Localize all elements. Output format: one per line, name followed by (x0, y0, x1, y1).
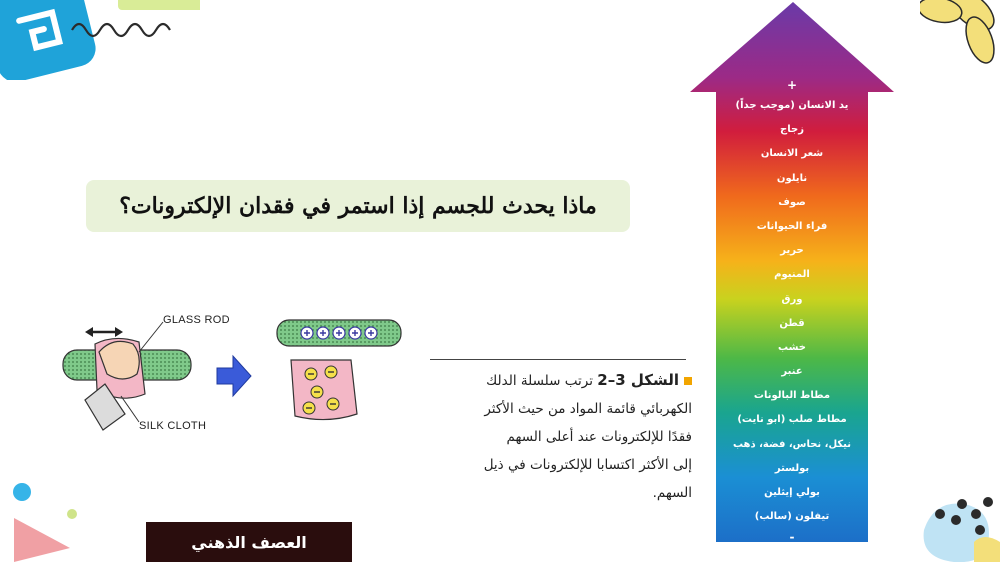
figure-caption (420, 366, 692, 507)
question-text: ماذا يحدث للجسم إذا استمر في فقدان الإلكترونات؟ (119, 193, 597, 219)
silk-cloth-label: SILK CLOTH (139, 420, 207, 432)
series-item: بولستر (774, 462, 810, 474)
caption-line-1 (420, 366, 692, 395)
caption-divider (430, 359, 686, 360)
series-item: تيفلون (سالب) (754, 511, 830, 523)
caption-line-2: الكهربائي قائمة المواد من حيث الأكثر (484, 401, 692, 417)
series-item: صوف (778, 196, 806, 208)
question-banner (86, 180, 630, 232)
caption-text: ترتب سلسلة الدلك (486, 373, 593, 389)
glass-rod-illustration (55, 308, 415, 438)
series-item: فراء الحيوانات (756, 220, 828, 232)
series-item: زجاج (780, 124, 804, 136)
series-item: نيكل، نحاس، فضة، ذهب (732, 438, 852, 450)
series-positive-sign: + (786, 78, 798, 92)
glass-rod-label: GLASS ROD (163, 314, 230, 326)
series-item: شعر الانسان (760, 148, 824, 160)
series-item: قطن (779, 317, 805, 329)
decoration-bottom-left (0, 478, 100, 562)
decoration-top-right-flower (920, 0, 1000, 80)
series-item: نايلون (776, 172, 808, 184)
triboelectric-series-list (717, 76, 867, 545)
series-item: عنبر (781, 366, 803, 378)
series-item: خشب (778, 341, 806, 353)
caption-line-4: إلى الأكثر اكتسابا للإلكترونات في ذيل (483, 457, 692, 473)
series-item: يد الانسان (موجب جداً) (735, 100, 849, 111)
series-item: ورق (781, 293, 803, 305)
decoration-top-left (0, 0, 200, 80)
series-item: المنيوم (774, 269, 810, 281)
series-negative-sign: - (789, 530, 795, 545)
series-item: بولي إيثلين (764, 487, 820, 498)
caption-line-3: فقدًا للإلكترونات عند أعلى السهم (506, 429, 692, 445)
caption-line-5: السهم. (652, 485, 692, 501)
brainstorm-button[interactable]: العصف الذهني (146, 522, 352, 562)
caption-figure-label: الشكل 3–2 (597, 371, 679, 389)
series-item: مطاط البالونات (753, 390, 831, 402)
series-item: مطاط صلب (ابو نايت) (737, 414, 847, 426)
decoration-bottom-right (918, 490, 1000, 562)
series-item: حرير (780, 245, 804, 257)
